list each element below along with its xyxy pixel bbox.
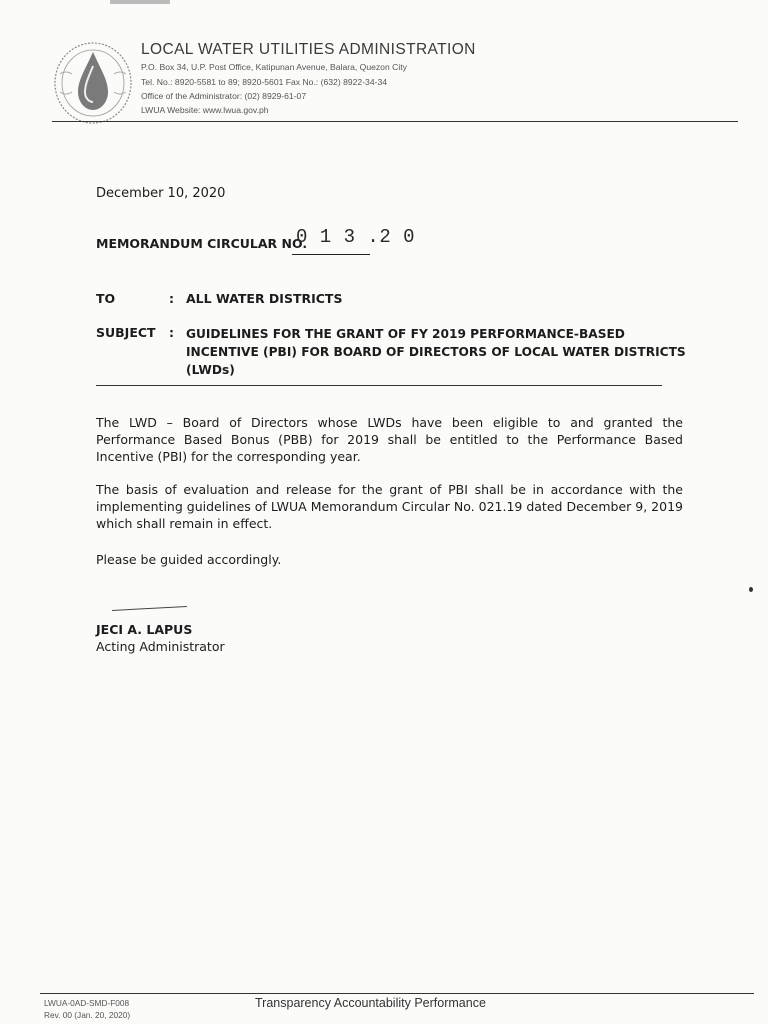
signature-stroke [112,606,187,611]
subject-value: GUIDELINES FOR THE GRANT OF FY 2019 PERFORMANCE-BASED INCENTIVE (PBI) FOR BOARD OF DIRECTORS OF LOCAL WATER DISTRICTS (LWDs) [186,327,686,377]
footer-tagline: Transparency Accountability Performance [255,996,486,1010]
signatory-name: JECI A. LAPUS [96,622,193,637]
paragraph-2: The basis of evaluation and release for the grant of PBI shall be in accordance with the implementing guidelines of LWUA Memorandum Circular No. 021.19 dated December 9, 2019 which shall remain in effect. [96,482,683,531]
subject-colon: : [169,325,174,340]
signatory-title: Acting Administrator [96,639,225,654]
to-colon: : [169,291,174,306]
org-address: P.O. Box 34, U.P. Post Office, Katipunan Avenue, Balara, Quezon City [141,62,407,72]
header-divider [52,121,738,122]
memo-date: December 10, 2020 [96,186,226,201]
footer-divider [40,993,754,994]
to-value: ALL WATER DISTRICTS [186,291,343,306]
to-label: TO [96,291,116,306]
paragraph-3: Please be guided accordingly. [96,552,282,567]
subject-divider [96,385,662,386]
scan-speck [749,587,753,592]
lwua-seal-icon [52,40,134,126]
circular-number-field [292,226,416,255]
revision: Rev. 00 (Jan. 20, 2020) [44,1010,131,1020]
scan-mark [110,0,170,4]
circular-number: 0 1 3 .2 0 [296,226,416,248]
org-name: LOCAL WATER UTILITIES ADMINISTRATION [141,41,476,58]
circular-label: MEMORANDUM CIRCULAR NO. [96,236,308,251]
subject-label: SUBJECT [96,325,156,340]
org-office: Office of the Administrator: (02) 8929-61-07 [141,91,307,101]
form-code: LWUA-0AD-SMD-F008 [44,998,130,1008]
org-website: LWUA Website: www.lwua.gov.ph [141,105,269,115]
org-phone: Tel. No.: 8920-5581 to 89; 8920-5601 Fax No.: (632) 8922-34-34 [141,77,388,87]
paragraph-1: The LWD – Board of Directors whose LWDs have been eligible to and granted the Performance Based Bonus (PBB) for 2019 shall be entitled to the Performance Based Incentive (PBI) for the corresponding year. [96,415,683,464]
